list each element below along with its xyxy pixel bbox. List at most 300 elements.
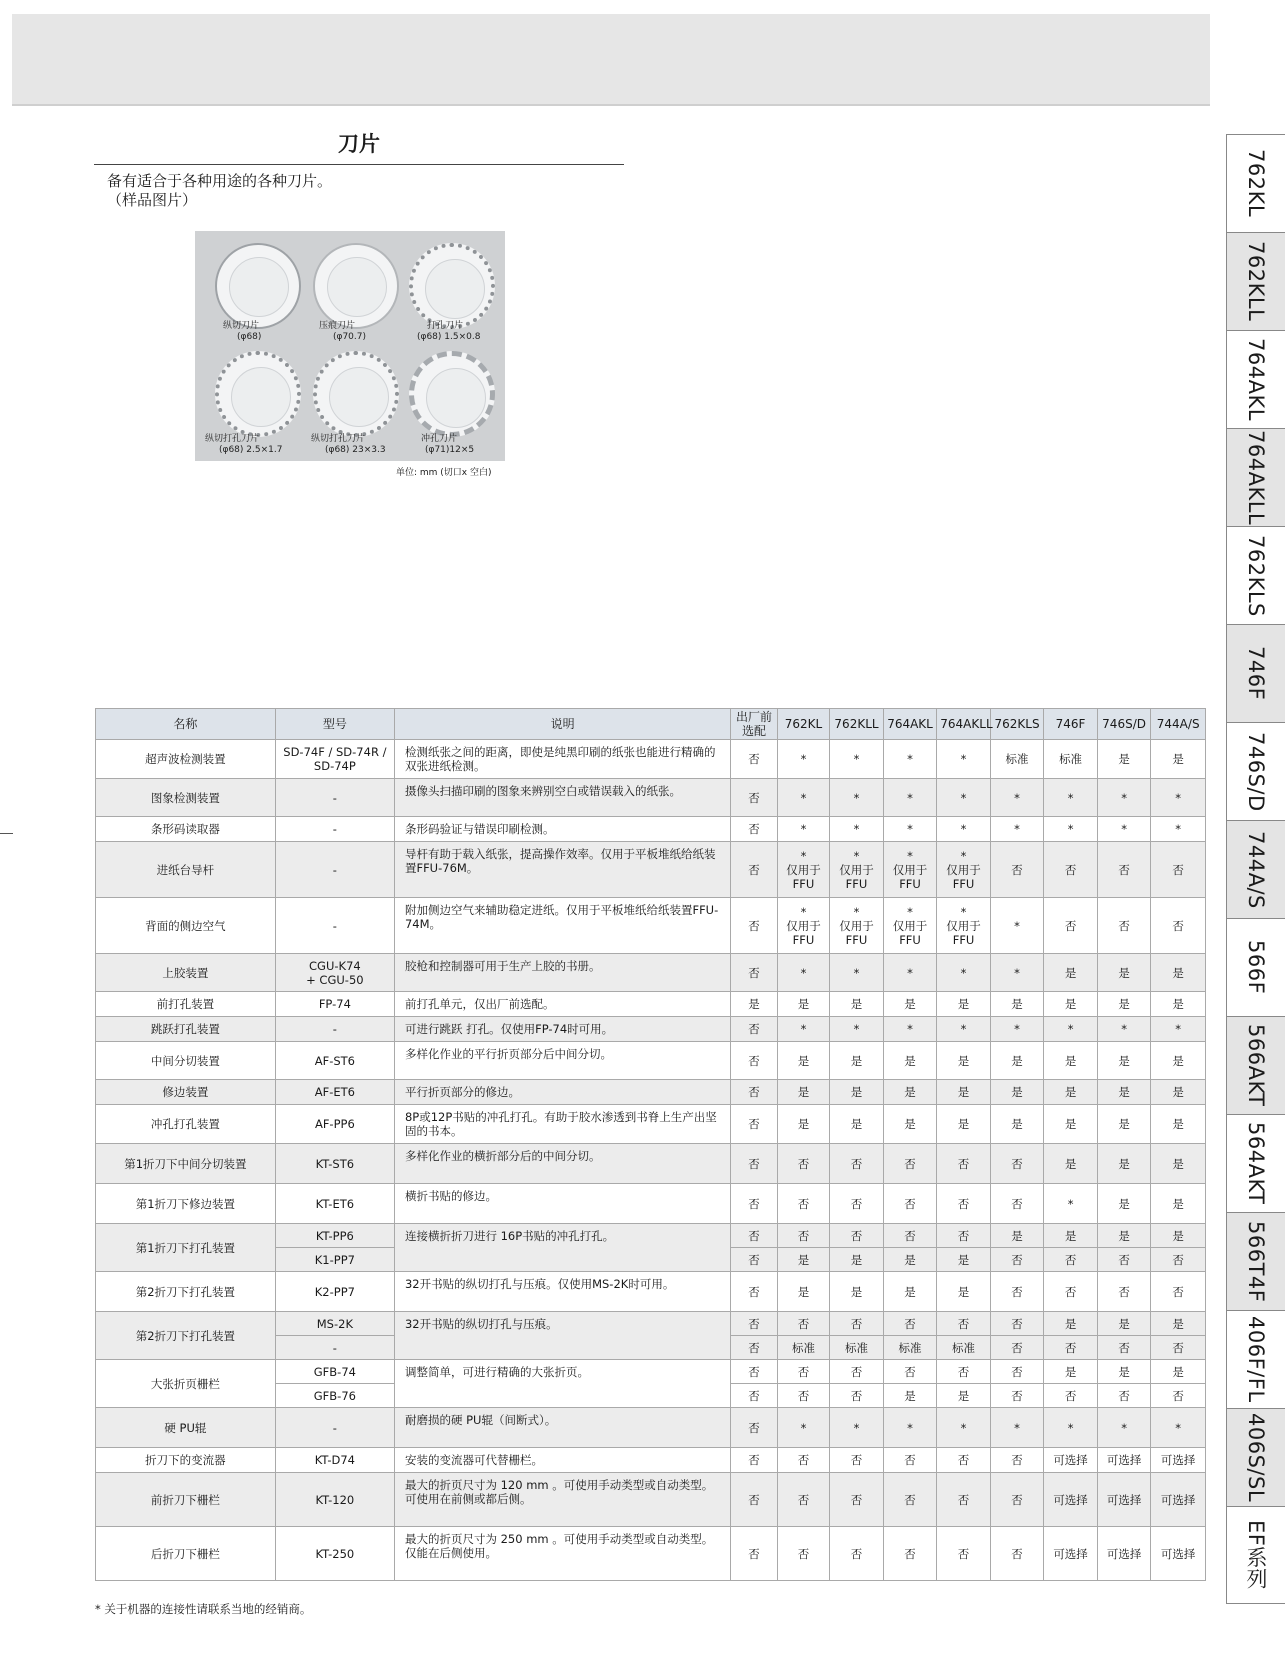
row-model-value: 是: [1044, 1042, 1098, 1080]
perforating-blade-image: [409, 243, 495, 329]
row-model-value: 是: [1097, 1080, 1151, 1105]
row-model-value: 否: [1151, 898, 1206, 954]
row-factory-option: 否: [731, 1527, 777, 1581]
row-model-value: 是: [1151, 1042, 1206, 1080]
table-row: [96, 842, 1206, 898]
options-table: [95, 708, 1206, 1581]
row-factory-option: 否: [731, 898, 777, 954]
row-model-value: *: [1097, 817, 1151, 842]
row-model-value: *: [1044, 779, 1098, 817]
side-tab[interactable]: [1226, 1212, 1285, 1310]
row-model-value: 否: [777, 1448, 830, 1473]
row-model-value: 否: [830, 1312, 884, 1336]
column-header: 764AKL: [883, 709, 937, 740]
row-model-value: 是: [883, 1080, 937, 1105]
row-model: AF-ST6: [275, 1042, 394, 1080]
blade-sample-photo: [195, 231, 505, 461]
row-name: 第2折刀下打孔装置: [96, 1272, 276, 1312]
row-model-value: 标准: [883, 1336, 937, 1360]
row-model-value: 是: [883, 1272, 937, 1312]
table-row: [96, 992, 1206, 1017]
row-model-value: 是: [937, 1080, 991, 1105]
column-header: 762KLL: [830, 709, 884, 740]
row-model-value: 否: [990, 1144, 1044, 1184]
row-model-value: 是: [883, 1248, 937, 1272]
header-row: [96, 709, 1206, 740]
row-model: GFB-74: [275, 1360, 394, 1384]
row-factory-option: 否: [731, 1384, 777, 1408]
row-model-value: 是: [777, 1248, 830, 1272]
row-description: 安装的变流器可代替栅栏。: [394, 1448, 730, 1473]
row-model-value: 是: [883, 1105, 937, 1144]
row-model-value: 否: [830, 1473, 884, 1527]
row-model: K1-PP7: [275, 1248, 394, 1272]
row-model-value: 是: [777, 1272, 830, 1312]
row-model-value: 是: [937, 1248, 991, 1272]
row-model-value: 可选择: [1151, 1448, 1206, 1473]
model-side-tabs: [1226, 134, 1285, 1604]
row-factory-option: 否: [731, 1360, 777, 1384]
side-tab[interactable]: [1226, 428, 1285, 526]
scoring-blade-image: [313, 243, 399, 329]
row-model-value: 是: [1151, 740, 1206, 779]
row-model-value: 可选择: [1097, 1473, 1151, 1527]
row-model-value: 否: [830, 1224, 884, 1248]
table-row: [96, 1312, 1206, 1336]
row-factory-option: 否: [731, 779, 777, 817]
row-model-value: *: [830, 1017, 884, 1042]
row-model-value: *: [883, 740, 937, 779]
row-model-value: 否: [830, 1527, 884, 1581]
table-row: [96, 1272, 1206, 1312]
row-model-value: 否: [830, 1448, 884, 1473]
row-model-value: 是: [937, 992, 991, 1017]
row-model-value: 可选择: [1044, 1527, 1098, 1581]
row-model-value: 否: [777, 1360, 830, 1384]
row-model-value: *: [990, 898, 1044, 954]
row-model: -: [275, 1336, 394, 1360]
row-description: 多样化作业的平行折页部分后中间分切。: [394, 1042, 730, 1080]
row-model-value: 是: [1097, 740, 1151, 779]
row-description: 调整简单，可进行精确的大张折页。: [394, 1360, 730, 1408]
row-model-value: *: [830, 779, 884, 817]
row-model-value: *: [777, 1408, 830, 1448]
row-model-value: 否: [937, 1448, 991, 1473]
row-model-value: 否: [990, 1312, 1044, 1336]
row-model-value: 是: [777, 1042, 830, 1080]
side-tab-label: 566F: [1244, 940, 1268, 995]
row-model-value: 标准: [990, 740, 1044, 779]
row-factory-option: 是: [731, 992, 777, 1017]
row-factory-option: 否: [731, 1408, 777, 1448]
row-model-value: 标准: [777, 1336, 830, 1360]
row-name: 条形码读取器: [96, 817, 276, 842]
row-model-value: 否: [883, 1224, 937, 1248]
slitting-blade-image: [215, 243, 301, 329]
row-model-value: *: [937, 817, 991, 842]
side-tab-label: 566AKT: [1244, 1024, 1268, 1107]
row-model-value: 是: [1097, 954, 1151, 992]
table-row: [96, 1017, 1206, 1042]
row-model-value: *: [1097, 1017, 1151, 1042]
row-description: 32开书贴的纵切打孔与压痕。仅使用MS-2K时可用。: [394, 1272, 730, 1312]
row-model: KT-PP6: [275, 1224, 394, 1248]
row-description: 胶枪和控制器可用于生产上胶的书册。: [394, 954, 730, 992]
row-model-value: 是: [1097, 1042, 1151, 1080]
side-tab-label: 762KLL: [1244, 241, 1268, 322]
row-model-value: *: [830, 954, 884, 992]
row-model-value: 否: [777, 1384, 830, 1408]
row-model: FP-74: [275, 992, 394, 1017]
row-model-value: 否: [990, 1248, 1044, 1272]
row-name: 后折刀下栅栏: [96, 1527, 276, 1581]
column-header: 出厂前选配: [731, 709, 777, 740]
row-model-value: 是: [1151, 992, 1206, 1017]
row-model-value: *: [777, 954, 830, 992]
row-model-value: *: [937, 740, 991, 779]
side-tab[interactable]: [1226, 624, 1285, 722]
row-model-value: * 仅用于 FFU: [883, 842, 937, 898]
row-name: 冲孔打孔装置: [96, 1105, 276, 1144]
row-model-value: 否: [990, 842, 1044, 898]
intro-line: （样品图片）: [107, 191, 198, 209]
row-model-value: 是: [1097, 1224, 1151, 1248]
row-model-value: 否: [777, 1224, 830, 1248]
blade-caption: 冲孔刀片 (φ71)12×5: [421, 434, 475, 455]
row-model-value: * 仅用于 FFU: [937, 898, 991, 954]
row-name: 修边装置: [96, 1080, 276, 1105]
table-row: [96, 1144, 1206, 1184]
table-row: [96, 1224, 1206, 1248]
row-model-value: 否: [883, 1312, 937, 1336]
side-tab-label: 762KLS: [1244, 534, 1268, 617]
table-row: [96, 1408, 1206, 1448]
row-model: K2-PP7: [275, 1272, 394, 1312]
row-model-value: *: [830, 740, 884, 779]
row-name: 第1折刀下中间分切装置: [96, 1144, 276, 1184]
table-row: [96, 1360, 1206, 1384]
row-model-value: 否: [1044, 1248, 1098, 1272]
row-model-value: 是: [1044, 1105, 1098, 1144]
row-model-value: 是: [937, 1105, 991, 1144]
row-model-value: *: [1151, 817, 1206, 842]
row-model-value: *: [830, 817, 884, 842]
row-factory-option: 否: [731, 1042, 777, 1080]
table-row: [96, 1080, 1206, 1105]
row-model-value: *: [777, 817, 830, 842]
blade-caption: 纵切刀片 (φ68): [223, 321, 262, 342]
side-tab[interactable]: [1226, 1310, 1285, 1408]
column-header: 744A/S: [1151, 709, 1206, 740]
row-model-value: 否: [990, 1336, 1044, 1360]
row-model-value: 否: [990, 1184, 1044, 1224]
row-model-value: *: [830, 1408, 884, 1448]
row-name: 上胶装置: [96, 954, 276, 992]
row-model-value: 是: [990, 1224, 1044, 1248]
row-model-value: 是: [1097, 1312, 1151, 1336]
row-model-value: 否: [777, 1473, 830, 1527]
intro-line: 备有适合于各种用途的各种刀片。: [107, 172, 333, 190]
row-model-value: 是: [1097, 992, 1151, 1017]
table-row: [96, 740, 1206, 779]
row-model-value: 否: [990, 1473, 1044, 1527]
row-description: 前打孔单元，仅出厂前选配。: [394, 992, 730, 1017]
row-model-value: 否: [883, 1144, 937, 1184]
blade-caption: 打孔刀片 (φ68) 1.5×0.8: [417, 321, 481, 342]
row-model-value: 否: [777, 1527, 830, 1581]
row-model-value: 否: [777, 1312, 830, 1336]
row-model: KT-D74: [275, 1448, 394, 1473]
row-description: 检测纸张之间的距离，即使是纯黑印刷的纸张也能进行精确的双张进纸检测。: [394, 740, 730, 779]
row-model-value: 否: [777, 1184, 830, 1224]
row-name: 跳跃打孔装置: [96, 1017, 276, 1042]
row-model: -: [275, 817, 394, 842]
row-model: KT-250: [275, 1527, 394, 1581]
row-model-value: 是: [1044, 1080, 1098, 1105]
row-model-value: 可选择: [1044, 1473, 1098, 1527]
row-description: 8P或12P书贴的冲孔打孔。有助于胶水渗透到书脊上生产出坚固的书本。: [394, 1105, 730, 1144]
row-model-value: 可选择: [1151, 1473, 1206, 1527]
row-model-value: 否: [1097, 1248, 1151, 1272]
row-model-value: *: [990, 1017, 1044, 1042]
row-model-value: 否: [883, 1473, 937, 1527]
row-model-value: * 仅用于 FFU: [937, 842, 991, 898]
row-name: 图象检测装置: [96, 779, 276, 817]
row-model-value: 是: [777, 1105, 830, 1144]
row-model-value: 是: [1097, 1105, 1151, 1144]
column-header: 746S/D: [1097, 709, 1151, 740]
row-name: 进纸台导杆: [96, 842, 276, 898]
row-model-value: *: [937, 1408, 991, 1448]
row-model-value: 否: [937, 1184, 991, 1224]
row-model-value: 是: [830, 1272, 884, 1312]
row-model-value: 否: [1044, 842, 1098, 898]
side-tab-label: 406F/FL: [1244, 1316, 1268, 1403]
table-row: [96, 817, 1206, 842]
side-tab[interactable]: [1226, 232, 1285, 330]
row-model-value: 可选择: [1044, 1448, 1098, 1473]
side-tab-label: 744A/S: [1244, 830, 1268, 909]
row-model: KT-ET6: [275, 1184, 394, 1224]
row-name: 中间分切装置: [96, 1042, 276, 1080]
row-model-value: 是: [1151, 1080, 1206, 1105]
row-model-value: *: [883, 1017, 937, 1042]
row-factory-option: 否: [731, 1448, 777, 1473]
row-model-value: 是: [830, 1080, 884, 1105]
row-model-value: 否: [1044, 1336, 1098, 1360]
row-name: 超声波检测装置: [96, 740, 276, 779]
row-model-value: * 仅用于 FFU: [777, 842, 830, 898]
row-model-value: *: [1044, 1408, 1098, 1448]
row-model-value: 是: [1097, 1184, 1151, 1224]
column-header: 746F: [1044, 709, 1098, 740]
row-factory-option: 否: [731, 817, 777, 842]
row-model-value: 可选择: [1097, 1448, 1151, 1473]
row-model-value: *: [1151, 1408, 1206, 1448]
row-name: 大张折页栅栏: [96, 1360, 276, 1408]
table-row: [96, 1105, 1206, 1144]
row-model: -: [275, 842, 394, 898]
row-model-value: 否: [937, 1527, 991, 1581]
row-model-value: 否: [883, 1184, 937, 1224]
side-tab-label: EF系列: [1244, 1520, 1268, 1590]
row-description: 平行折页部分的修边。: [394, 1080, 730, 1105]
row-model-value: 否: [1097, 842, 1151, 898]
side-tab[interactable]: [1226, 1506, 1285, 1604]
row-model-value: *: [937, 1017, 991, 1042]
side-tab-label: 566T4F: [1244, 1220, 1268, 1303]
unit-note: 单位: mm (切口x 空白): [396, 468, 492, 478]
row-model: SD-74F / SD-74R / SD-74P: [275, 740, 394, 779]
table-row: [96, 954, 1206, 992]
row-model: -: [275, 898, 394, 954]
row-model-value: 否: [1097, 898, 1151, 954]
row-description: 横折书贴的修边。: [394, 1184, 730, 1224]
side-tab[interactable]: [1226, 330, 1285, 428]
row-factory-option: 否: [731, 954, 777, 992]
row-model-value: 否: [1151, 1336, 1206, 1360]
row-model-value: 否: [1044, 1272, 1098, 1312]
row-model: MS-2K: [275, 1312, 394, 1336]
row-model-value: 否: [1044, 1384, 1098, 1408]
side-tab[interactable]: [1226, 134, 1285, 232]
table-row: [96, 1527, 1206, 1581]
column-header: 说明: [394, 709, 730, 740]
row-factory-option: 否: [731, 1473, 777, 1527]
column-header: 名称: [96, 709, 276, 740]
row-model-value: *: [937, 954, 991, 992]
row-model-value: * 仅用于 FFU: [830, 842, 884, 898]
row-model-value: 标准: [937, 1336, 991, 1360]
table-row: [96, 1042, 1206, 1080]
row-model-value: 是: [830, 1105, 884, 1144]
side-tab-label: 764AKL: [1244, 338, 1268, 421]
row-model-value: *: [1044, 817, 1098, 842]
side-tab[interactable]: [1226, 1408, 1285, 1506]
row-factory-option: 否: [731, 1017, 777, 1042]
row-description: 可进行跳跃 打孔。仅使用FP-74时可用。: [394, 1017, 730, 1042]
side-tab-label: 746S/D: [1244, 731, 1268, 812]
row-model-value: 否: [830, 1184, 884, 1224]
row-model-value: 是: [1044, 1224, 1098, 1248]
row-model-value: 是: [990, 1042, 1044, 1080]
side-tab-label: 746F: [1244, 646, 1268, 701]
row-model: AF-PP6: [275, 1105, 394, 1144]
row-model-value: *: [777, 740, 830, 779]
row-model-value: 是: [830, 1042, 884, 1080]
header-band: [12, 14, 1210, 106]
row-model-value: 是: [777, 1080, 830, 1105]
row-model-value: *: [883, 1408, 937, 1448]
row-name: 背面的侧边空气: [96, 898, 276, 954]
row-model-value: 否: [1097, 1384, 1151, 1408]
row-model-value: 是: [1044, 1312, 1098, 1336]
row-model-value: 是: [1151, 1360, 1206, 1384]
row-model-value: 可选择: [1097, 1527, 1151, 1581]
slit-perforating-blade-image: [215, 351, 301, 437]
row-model-value: 可选择: [1151, 1527, 1206, 1581]
row-model-value: * 仅用于 FFU: [883, 898, 937, 954]
row-model-value: 是: [937, 1042, 991, 1080]
row-model-value: 否: [937, 1360, 991, 1384]
row-model-value: 否: [830, 1360, 884, 1384]
row-description: 摄像头扫描印刷的图象来辨别空白或错误载入的纸张。: [394, 779, 730, 817]
row-name: 第1折刀下修边装置: [96, 1184, 276, 1224]
row-model-value: 否: [1097, 1336, 1151, 1360]
intro-text: [107, 172, 332, 210]
punching-blade-image: [409, 351, 495, 437]
blade-caption: 纵切打孔刀片 (φ68) 23×3.3: [311, 434, 386, 455]
slit-perforating-blade-image: [313, 351, 399, 437]
row-factory-option: 否: [731, 1224, 777, 1248]
table-row: [96, 779, 1206, 817]
row-model: KT-120: [275, 1473, 394, 1527]
side-tab-label: 762KL: [1244, 149, 1268, 218]
row-model-value: *: [883, 954, 937, 992]
column-header: 型号: [275, 709, 394, 740]
row-name: 前折刀下栅栏: [96, 1473, 276, 1527]
column-header: 762KL: [777, 709, 830, 740]
row-model-value: *: [1044, 1184, 1098, 1224]
row-name: 第1折刀下打孔装置: [96, 1224, 276, 1272]
table-row: [96, 1448, 1206, 1473]
row-model-value: 是: [990, 1080, 1044, 1105]
side-tab-label: 764AKLL: [1244, 429, 1268, 526]
row-model-value: 否: [937, 1473, 991, 1527]
row-model-value: 否: [1151, 1272, 1206, 1312]
side-tab[interactable]: [1226, 526, 1285, 624]
row-model-value: *: [1097, 1408, 1151, 1448]
row-model-value: 否: [990, 1360, 1044, 1384]
row-model: -: [275, 779, 394, 817]
row-model-value: *: [883, 817, 937, 842]
row-factory-option: 否: [731, 1184, 777, 1224]
table-row: [96, 898, 1206, 954]
row-model-value: 否: [883, 1527, 937, 1581]
row-model-value: *: [777, 1017, 830, 1042]
row-model-value: *: [990, 1408, 1044, 1448]
row-model: AF-ET6: [275, 1080, 394, 1105]
table-row: [96, 1184, 1206, 1224]
row-model-value: *: [1151, 1017, 1206, 1042]
row-model-value: *: [937, 779, 991, 817]
row-model-value: 否: [1044, 898, 1098, 954]
side-tab[interactable]: [1226, 722, 1285, 820]
row-model-value: 是: [1044, 1144, 1098, 1184]
side-tab[interactable]: [1226, 1016, 1285, 1114]
table-row: [96, 1473, 1206, 1527]
column-header: 762KLS: [990, 709, 1044, 740]
side-tab[interactable]: [1226, 918, 1285, 1016]
row-factory-option: 否: [731, 1312, 777, 1336]
row-model-value: * 仅用于 FFU: [777, 898, 830, 954]
row-model-value: 是: [1151, 1184, 1206, 1224]
row-model-value: 是: [1151, 1144, 1206, 1184]
row-model-value: 是: [777, 992, 830, 1017]
row-model-value: 否: [830, 1144, 884, 1184]
row-model: -: [275, 1017, 394, 1042]
row-model-value: 是: [1044, 992, 1098, 1017]
side-tab[interactable]: [1226, 820, 1285, 918]
row-model-value: 是: [937, 1272, 991, 1312]
row-description: 最大的折页尺寸为 250 mm 。可使用手动类型或自动类型。仅能在后侧使用。: [394, 1527, 730, 1581]
row-description: 多样化作业的横折部分后的中间分切。: [394, 1144, 730, 1184]
row-model-value: *: [990, 779, 1044, 817]
side-tab[interactable]: [1226, 1114, 1285, 1212]
row-model-value: 否: [883, 1360, 937, 1384]
row-factory-option: 否: [731, 740, 777, 779]
row-model-value: 否: [937, 1224, 991, 1248]
